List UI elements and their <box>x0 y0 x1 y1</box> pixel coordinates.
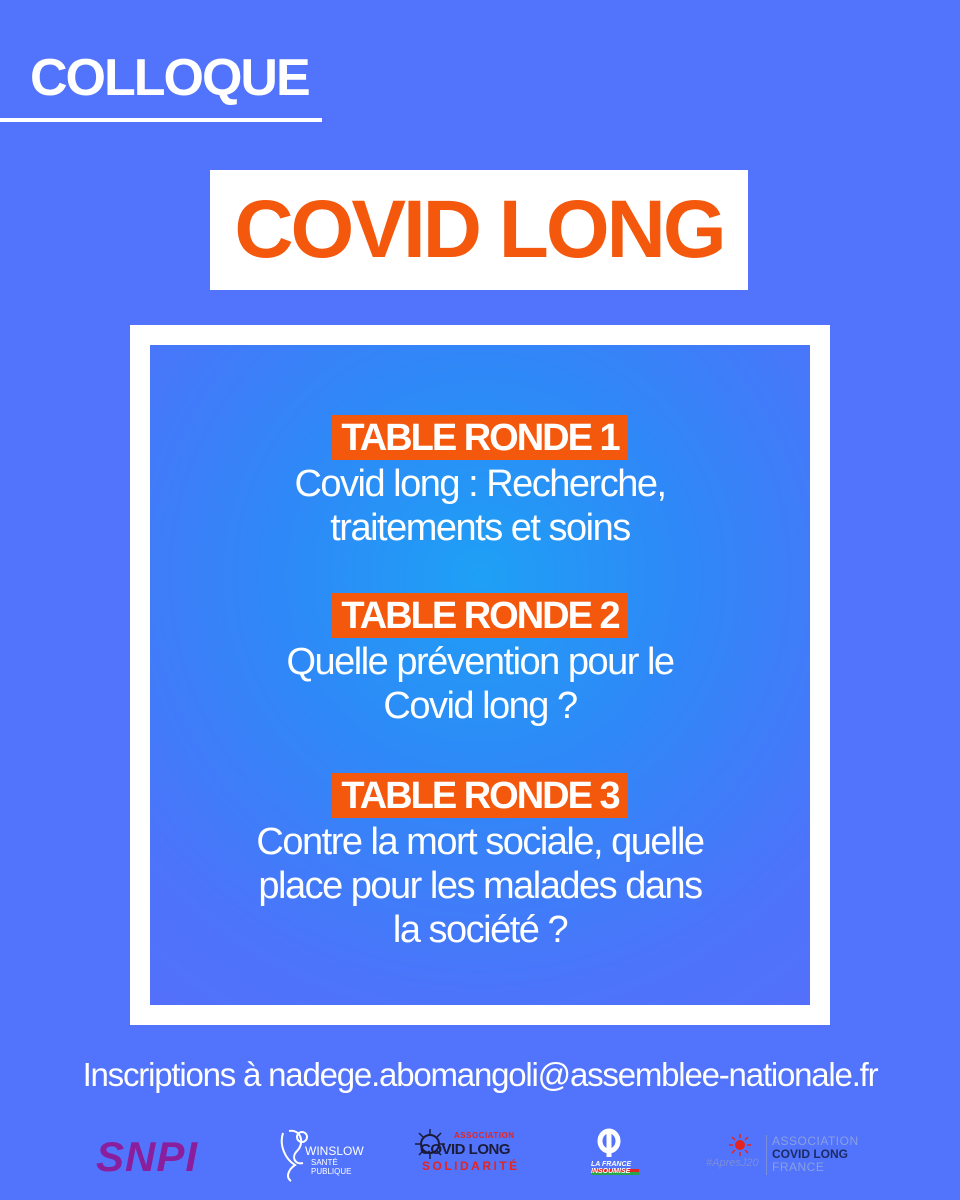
lfi-line: INSOUMISE <box>591 1168 631 1175</box>
round-2 <box>150 593 810 728</box>
lfi-text <box>591 1161 631 1175</box>
program-panel <box>150 345 810 1005</box>
title-box <box>210 170 748 290</box>
round-2-description <box>150 640 810 728</box>
round-2-desc-line: Covid long ? <box>383 685 577 727</box>
aclf-divider <box>766 1135 767 1175</box>
winslow-subtitle <box>311 1158 351 1176</box>
round-2-desc-line: Quelle prévention pour le <box>286 641 674 683</box>
round-1-desc-line: traitements et soins <box>330 507 630 549</box>
round-3-description <box>150 820 810 952</box>
la-france-insoumise-logo <box>585 1125 645 1185</box>
round-1 <box>150 415 810 550</box>
round-3 <box>150 773 810 952</box>
cls-solidarite: SOLIDARITÉ <box>422 1159 520 1173</box>
round-1-label: TABLE RONDE 1 <box>332 415 627 460</box>
winslow-sub-line: SANTÉ <box>311 1158 338 1167</box>
aclf-line-1: ASSOCIATION <box>772 1134 859 1148</box>
winslow-name: WINSLOW <box>305 1144 364 1158</box>
colloque-heading: COLLOQUE <box>30 49 309 107</box>
association-covid-long-france-logo <box>706 1125 876 1185</box>
aclf-line-2: COVID LONG <box>772 1147 849 1161</box>
round-1-desc-line: Covid long : Recherche, <box>294 463 666 505</box>
aclf-line-3: FRANCE <box>772 1160 825 1174</box>
round-1-description <box>150 462 810 550</box>
winslow-sub-line: PUBLIQUE <box>311 1167 352 1176</box>
round-2-label: TABLE RONDE 2 <box>332 593 627 638</box>
registration-text: Inscriptions à nadege.abomangoli@assemblee-nationale.fr <box>82 1056 878 1093</box>
round-3-label: TABLE RONDE 3 <box>332 773 627 818</box>
partner-logos <box>0 1125 960 1185</box>
event-title: COVID LONG <box>234 184 724 275</box>
covid-long-solidarite-logo <box>408 1125 518 1185</box>
snpi-logo: SNPI <box>96 1133 199 1180</box>
cls-association-label: ASSOCIATION <box>454 1131 515 1140</box>
round-3-desc-line: Contre la mort sociale, quelle <box>256 821 704 863</box>
round-3-desc-line: place pour les malades dans <box>258 865 702 907</box>
sun-virus-icon <box>728 1133 752 1157</box>
program-frame <box>130 325 830 1025</box>
lfi-line: LA FRANCE <box>591 1161 632 1168</box>
cls-name: COVID LONG <box>420 1141 511 1158</box>
phi-icon <box>585 1125 645 1185</box>
aclf-hashtag: #ApresJ20 <box>706 1157 759 1169</box>
round-3-desc-line: la société ? <box>392 909 568 951</box>
winslow-logo <box>275 1125 385 1185</box>
heading-underline <box>0 118 322 122</box>
